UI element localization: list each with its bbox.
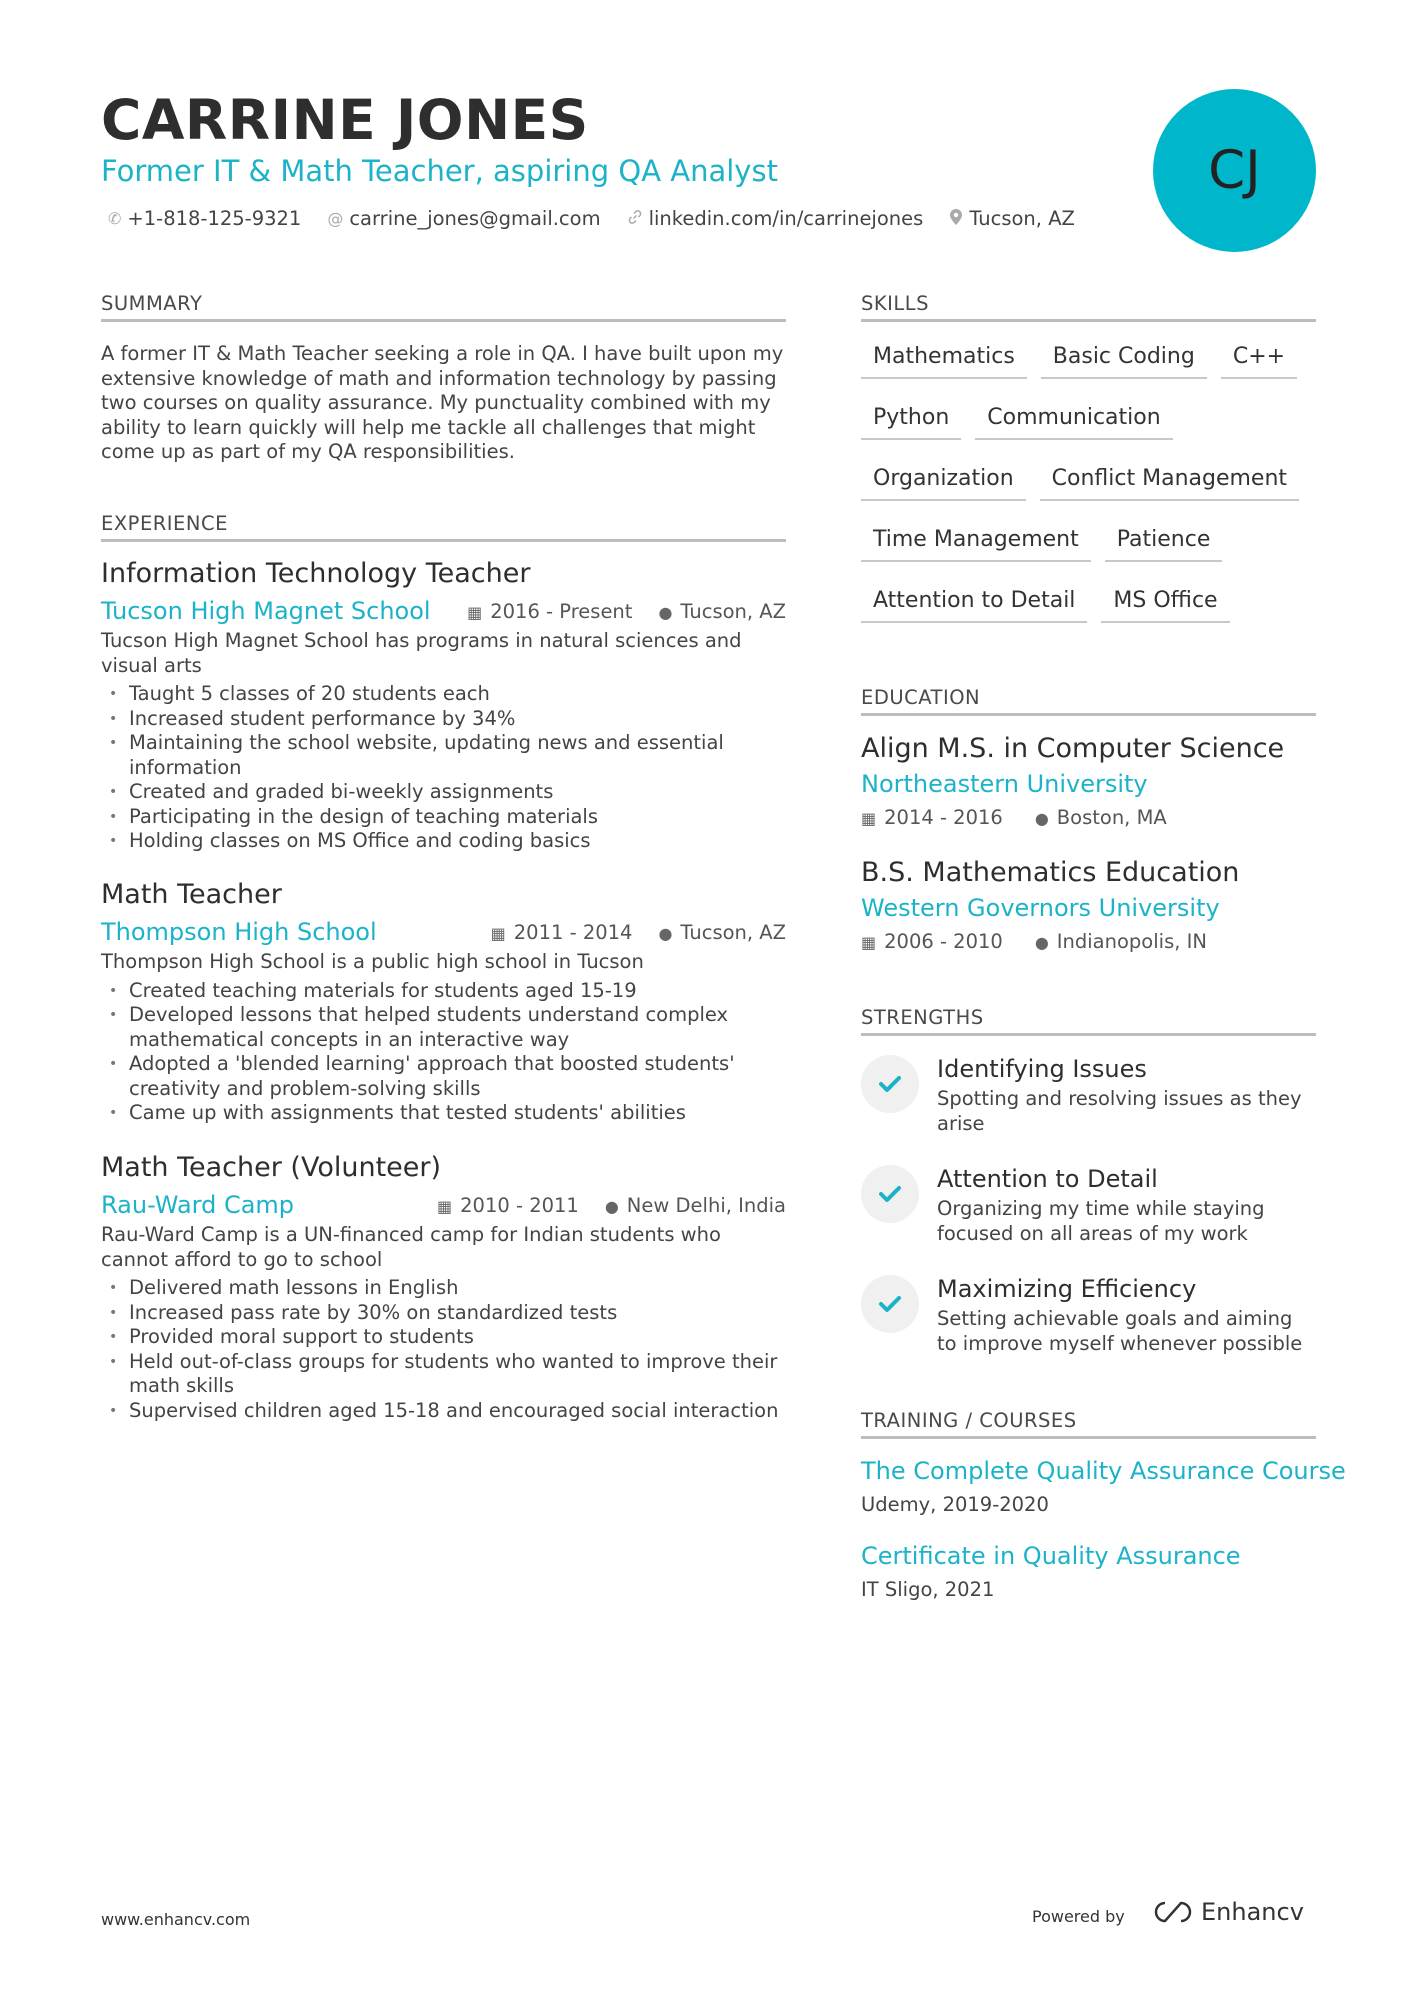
job-company: Rau-Ward Camp [101,1191,295,1219]
candidate-name: CARRINE JONES [101,88,589,152]
education-section-title: EDUCATION [861,686,1316,716]
calendar-icon: ▦ [861,809,877,828]
list-item: • Holding classes on MS Office and coding basics [101,829,786,854]
calendar-icon: ▦ [490,923,506,943]
skills-section-title: SKILLS [861,292,1316,322]
experience-item [101,879,786,1126]
skill-tag: Python [861,399,961,440]
strength-description: Setting achievable goals and aiming to improve myself whenever possible [937,1307,1303,1355]
skill-tag: Time Management [861,521,1091,562]
list-item: • Maintaining the school website, updating news and essential information [101,731,786,780]
experience-item [101,1152,786,1423]
skill-tag: Mathematics [861,338,1027,379]
course-item [861,1542,1321,1601]
location-icon: ● [658,602,673,622]
experience-item [101,558,786,854]
list-item: • Came up with assignments that tested students' abilities [101,1101,786,1126]
job-location: Tucson, AZ [680,599,786,623]
edu-location: Boston, MA [1056,806,1167,829]
contact-phone-text: +1-818-125-9321 [127,207,302,230]
avatar-monogram: CJ [1153,89,1316,252]
summary-section-title: SUMMARY [101,292,786,322]
course-provider: Udemy, 2019-2020 [861,1493,1049,1516]
list-item: • Participating in the design of teaching materials [101,805,786,830]
job-location: Tucson, AZ [680,920,786,944]
strength-title: Maximizing Efficiency [937,1275,1197,1303]
job-description: Thompson High School is a public high school in Tucson [101,950,644,973]
edu-dates: 2006 - 2010 [884,930,1003,953]
at-icon: @ [327,209,344,228]
job-dates: 2016 - Present [490,599,633,623]
contact-linkedin[interactable] [627,207,924,230]
list-item: • Created teaching materials for students aged 15-19 [101,979,786,1004]
education-item [861,733,1321,829]
job-title: Math Teacher (Volunteer) [101,1152,442,1183]
list-item: • Increased pass rate by 30% on standardized tests [101,1301,786,1326]
job-title: Information Technology Teacher [101,558,531,589]
phone-icon: ✆ [108,209,122,228]
calendar-icon: ▦ [437,1196,453,1216]
summary-text: A former IT & Math Teacher seeking a role in QA. I have built upon my extensive knowledge of math and information technology by passing two courses on quality assurance. My punctuality combined with my ability to learn quickly will help me tackle all challenges that might come up as part of my QA responsibilities. [101,342,784,463]
contact-location-text: Tucson, AZ [969,207,1075,230]
edu-school: Northeastern University [861,770,1148,798]
list-item: • Supervised children aged 15-18 and encouraged social interaction [101,1399,786,1424]
brand-logo[interactable] [1151,1898,1304,1926]
list-item: • Held out-of-class groups for students who wanted to improve their math skills [101,1350,786,1399]
contact-location [949,207,1075,230]
job-description: Tucson High Magnet School has programs in natural sciences and visual arts [101,629,742,677]
strengths-section-title: STRENGTHS [861,1006,1316,1036]
skill-tag: Patience [1105,521,1223,562]
skills-list [861,338,1331,623]
strength-item [861,1165,1321,1246]
list-item: • Taught 5 classes of 20 students each [101,682,786,707]
strength-item [861,1275,1321,1356]
edu-school: Western Governors University [861,894,1220,922]
job-company: Tucson High Magnet School [101,597,431,625]
strength-title: Attention to Detail [937,1165,1158,1193]
strength-description: Organizing my time while staying focused on all areas of my work [937,1197,1265,1245]
check-icon [861,1275,919,1333]
check-icon [861,1165,919,1223]
footer-powered-by: Powered by [1032,1907,1125,1926]
skill-tag: Conflict Management [1040,460,1299,501]
job-title: Math Teacher [101,879,282,910]
job-company: Thompson High School [101,918,377,946]
course-title: The Complete Quality Assurance Course [861,1457,1346,1485]
brand-name: Enhancv [1201,1898,1304,1926]
edu-degree: Align M.S. in Computer Science [861,733,1285,764]
contact-email-text: carrine_jones@gmail.com [349,207,601,230]
job-bullets [101,1276,786,1423]
list-item: • Provided moral support to students [101,1325,786,1350]
location-icon: ● [1034,933,1049,952]
job-description: Rau-Ward Camp is a UN-financed camp for Indian students who cannot afford to go to school [101,1223,721,1271]
job-dates: 2010 - 2011 [460,1193,579,1217]
list-item: • Created and graded bi-weekly assignments [101,780,786,805]
skill-tag: Organization [861,460,1026,501]
experience-section-title: EXPERIENCE [101,512,786,542]
list-item: • Delivered math lessons in English [101,1276,786,1301]
strength-title: Identifying Issues [937,1055,1147,1083]
course-title: Certificate in Quality Assurance [861,1542,1241,1570]
edu-location: Indianopolis, IN [1056,930,1207,953]
contact-phone[interactable] [108,207,301,230]
location-icon [949,208,963,230]
education-item [861,857,1321,953]
skill-tag: Basic Coding [1041,338,1207,379]
contact-bar [108,207,1075,230]
edu-dates: 2014 - 2016 [884,806,1003,829]
calendar-icon: ▦ [861,933,877,952]
skill-tag: MS Office [1101,582,1229,623]
course-provider: IT Sligo, 2021 [861,1578,995,1601]
job-location: New Delhi, India [626,1193,786,1217]
strength-description: Spotting and resolving issues as they arise [937,1087,1302,1135]
edu-degree: B.S. Mathematics Education [861,857,1240,888]
brand-logo-icon [1151,1899,1195,1925]
link-icon [627,209,643,229]
check-icon [861,1055,919,1113]
candidate-headline: Former IT & Math Teacher, aspiring QA Analyst [101,154,778,188]
skill-tag: C++ [1221,338,1297,379]
contact-email[interactable] [327,207,600,230]
job-dates: 2011 - 2014 [513,920,633,944]
contact-linkedin-text: linkedin.com/in/carrinejones [648,207,924,230]
skill-tag: Attention to Detail [861,582,1087,623]
job-bullets [101,682,786,854]
location-icon: ● [604,1196,619,1216]
calendar-icon: ▦ [467,602,483,622]
footer-url[interactable]: www.enhancv.com [101,1910,251,1929]
list-item: • Adopted a 'blended learning' approach that boosted students' creativity and problem-solving skills [101,1052,786,1101]
location-icon: ● [1034,809,1049,828]
skill-tag: Communication [975,399,1172,440]
course-item [861,1457,1346,1516]
job-bullets [101,979,786,1126]
training-section-title: TRAINING / COURSES [861,1409,1316,1439]
location-icon: ● [658,923,673,943]
list-item: • Developed lessons that helped students understand complex mathematical concepts in an interactive way [101,1003,786,1052]
strength-item [861,1055,1321,1136]
list-item: • Increased student performance by 34% [101,707,786,732]
